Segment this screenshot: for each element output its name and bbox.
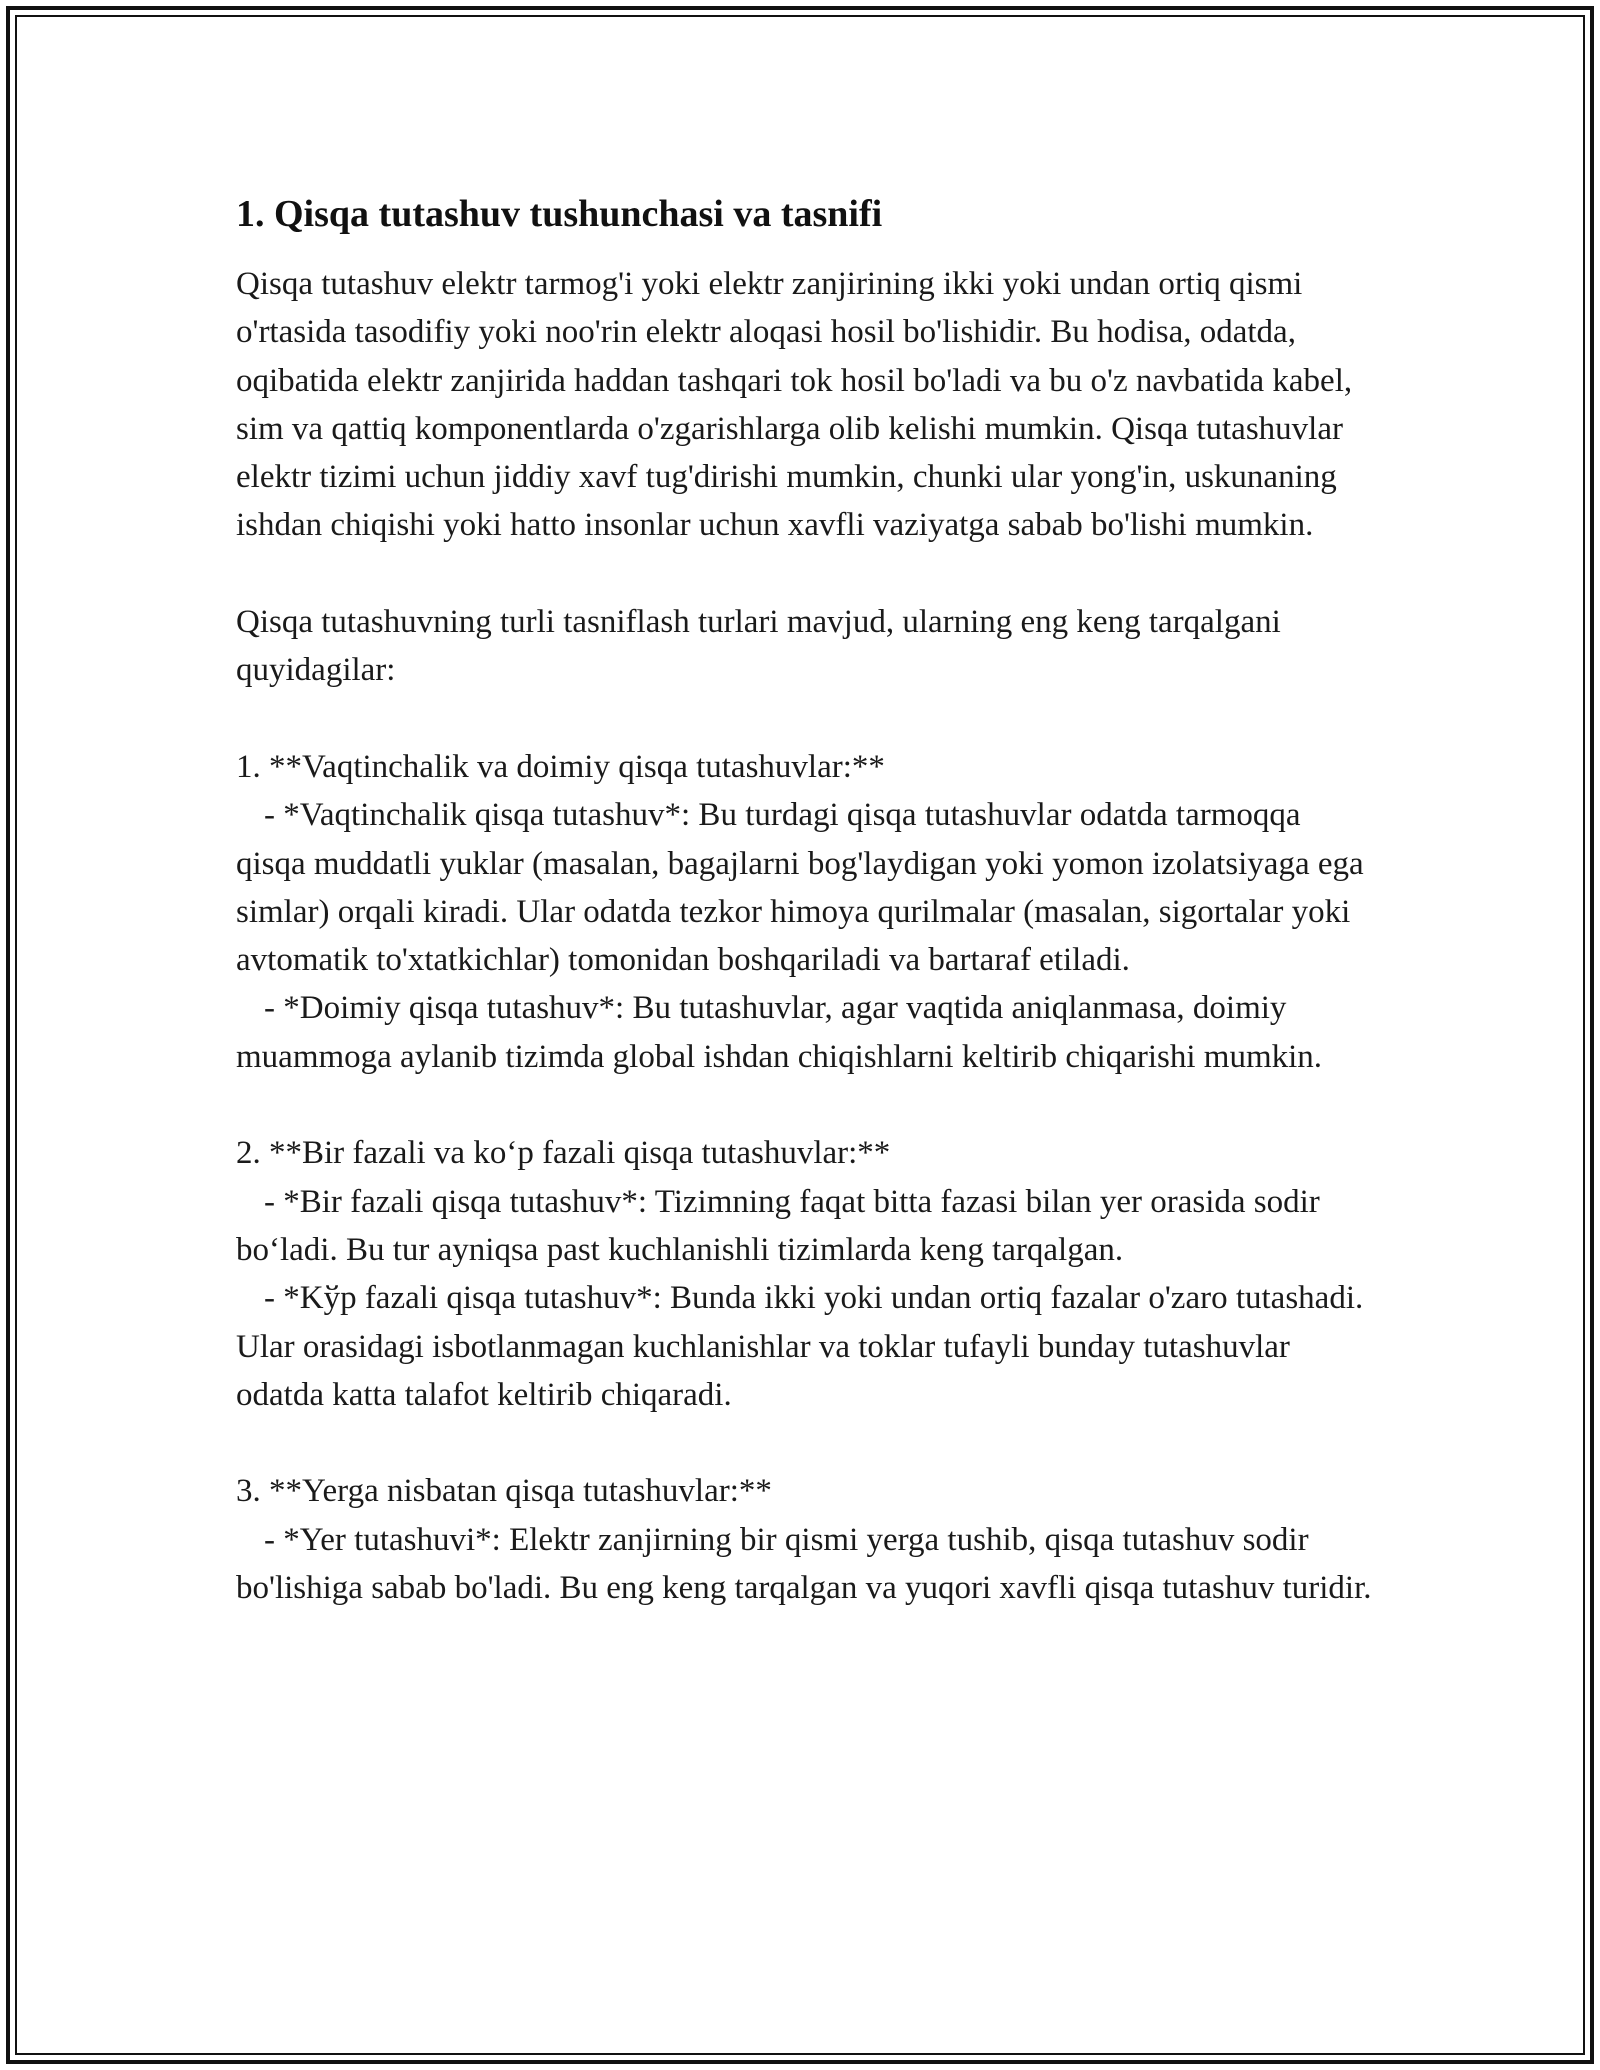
list-sub-item-text: - *Kўp fazali qisqa tutashuv*: Bunda ikki yoki undan ortiq fazalar o'zaro tutashadi. Ular orasidagi isbotlanmagan kuchlanishlar va toklar tufayli bunday tutashuvlar odatda katta talafot keltirib chiqaradi. [236,1280,1364,1413]
list-sub-item-text: - *Yer tutashuvi*: Elektr zanjirning bir qismi yerga tushib, qisqa tutashuv sodir bo'lishiga sabab bo'ladi. Bu eng keng tarqalgan va yuqori xavfli qisqa tutashuv turidir. [236,1521,1372,1607]
list-section-title: 2. **Bir fazali va ko‘p fazali qisqa tutashuvlar:** [236,1135,891,1172]
list-sub-item [236,791,1376,984]
document-body [236,186,1376,1612]
paragraph-spacer [236,1081,1376,1129]
intro-paragraph: Qisqa tutashuv elektr tarmog'i yoki elektr zanjirining ikki yoki undan ortiq qismi o'rtasida tasodifiy yoki noo'rin elektr aloqasi hosil bo'lishidir. Bu hodisa, odatda, oqibatida elektr zanjirida haddan tashqari tok hosil bo'ladi va bu o'z navbatida kabel, sim va qattiq komponentlarda o'zgarishlarga olib kelishi mumkin. Qisqa tutashuvlar elektr tizimi uchun jiddiy xavf tug'dirishi mumkin, chunki ular yong'in, uskunaning ishdan chiqishi yoki hatto insonlar uchun xavfli vaziyatga sabab bo'lishi mumkin. [236,266,1353,544]
list-section-title: 3. **Yerga nisbatan qisqa tutashuvlar:** [236,1473,772,1510]
paragraph-spacer [236,1419,1376,1467]
list-sub-item [236,1516,1376,1613]
section-heading: 1. Qisqa tutashuv tushunchasi va tasnifi [236,193,883,235]
list-sub-item [236,1274,1376,1419]
list-sub-item-text: - *Vaqtinchalik qisqa tutashuv*: Bu turdagi qisqa tutashuvlar odatda tarmoqqa qisqa muddatli yuklar (masalan, bagajlarni bog'laydigan yoki yomon izolatsiyaga ega simlar) orqali kiradi. Ular odatda tezkor himoya qurilmalar (masalan, sigortalar yoki avtomatik to'xtatkichlar) tomonidan boshqariladi va bartaraf etiladi. [236,797,1364,979]
list-sub-item-text: - *Doimiy qisqa tutashuv*: Bu tutashuvlar, agar vaqtida aniqlanmasa, doimiy muammoga aylanib tizimda global ishdan chiqishlarni keltirib chiqarishi mumkin. [236,990,1323,1075]
list-sub-item [236,984,1376,1081]
paragraph-spacer [236,695,1376,743]
classification-intro-paragraph: Qisqa tutashuvning turli tasniflash turlari mavjud, ularning eng keng tarqalgani quyidagilar: [236,604,1281,689]
paragraph-spacer [236,550,1376,598]
list-section-title: 1. **Vaqtinchalik va doimiy qisqa tutashuvlar:** [236,748,885,785]
list-section-1 [236,743,1376,1081]
list-sub-item-text: - *Bir fazali qisqa tutashuv*: Tizimning faqat bitta fazasi bilan yer orasida sodir bo‘ladi. Bu tur ayniqsa past kuchlanishli tizimlarda keng tarqalgan. [236,1183,1320,1268]
list-sub-item [236,1178,1376,1275]
list-section-3 [236,1467,1376,1612]
list-section-2 [236,1129,1376,1419]
